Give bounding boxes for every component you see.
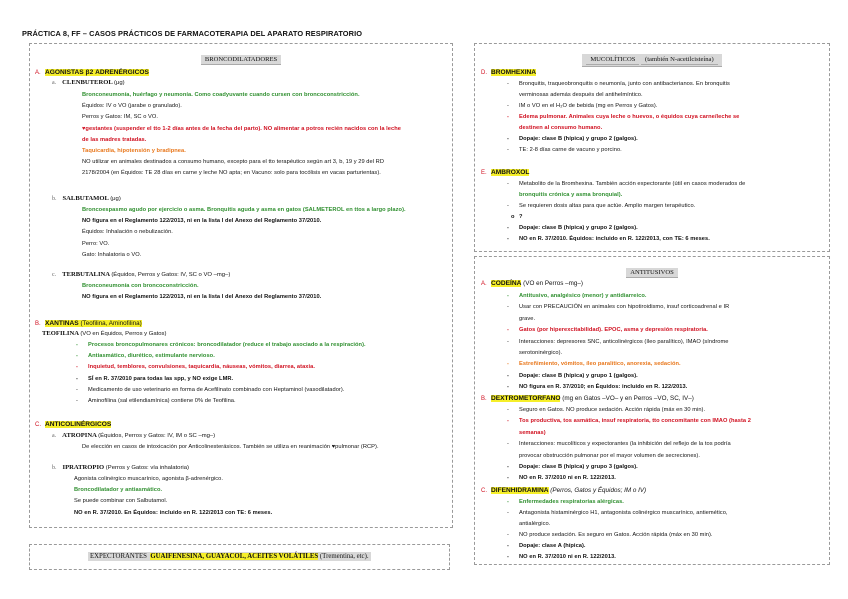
drug-ipratropio: b. IPRATROPIO (Perros y Gatos: vía inhalatoria) [52,464,189,471]
text-line: antialérgico. [519,521,551,527]
text-line: - Dopaje: clase B (hípica) y grupo 2 (galgos). [519,136,638,143]
antitusivos-heading: ANTITUSIVOS [475,261,829,279]
text-line: ♥gestantes (suspender el tto 1-2 días antes de la fecha del parto). NO alimentar a potros recién nacidos con la leche [82,125,401,132]
text-line: - SÍ en R. 37/2010 para todas las spp, y NO exige LMR. [88,376,233,383]
text-line: verminosas además después del antihelmíntico. [519,92,643,98]
text-line: semanas) [519,429,546,436]
text-line: - Dopaje: clase B (hípica) y grupo 1 (galgos). [519,373,638,380]
text-line: - Procesos broncopulmonares crónicos: broncodilatador (reduce el trabajo asociado a la respiración). [88,342,366,349]
text-line: de las madres tratadas. [82,136,147,143]
drug-clenbuterol: a. CLENBUTEROL (μg) [52,79,125,86]
text-line: - Bronquitis, traqueobronquitis o neumonía, junto con antibacterianos. En bronquitis [519,81,730,88]
text-line: Se puede combinar con Salbutamol. [74,498,168,505]
text-line: Broncodilatador y antiasmático. [74,487,163,494]
text-line: - Enfermedades respiratorias alérgicas. [519,499,624,506]
text-line: - NO figura en R. 37/2010; en Équidos: incluido en R. 122/2013. [519,384,687,391]
section-anticolinergicos: C. ANTICOLINÉRGICOS [35,421,112,428]
drug-salbutamol: b. SALBUTAMOL (μg) [52,195,121,202]
text-line: - Antiasmático, diurético, estimulante nervioso. [88,353,215,360]
text-line: - Dopaje: clase B (hípica) y grupo 3 (galgos). [519,464,638,471]
text-line: - Estreñimiento, vómitos, íleo paralítico, anorexia, sedación. [519,361,681,368]
text-line: - Se requieren dosis altas para que actúe. Amplio margen terapéutico. [519,203,695,210]
drug-atropina: a. ATROPINA (Équidos, Perros y Gatos: IV, IM o SC –mg–) [52,432,216,439]
text-line: - Seguro en Gatos. NO produce sedación. Acción rápida (máx en 30 min). [519,407,705,414]
text-line: - Interacciones: mucolíticos y expectorantes (la inhibición del reflejo de la tos podría [519,441,731,448]
text-line: - Interacciones: depresores SNC, anticolinérgicos (íleo paralítico), IMAO (síndrome [519,339,729,346]
section-xantinas: B. XANTINAS (Teofilina, Aminofilina) [35,320,142,327]
text-line: Gato: Inhalatoria o VO. [82,251,142,258]
text-line: bronquitis crónica y asma bronquial). [519,192,623,198]
text-line: - Antitusivo, analgésico (menor) y antidiarreico. [519,293,647,300]
text-line: - Usar con PRECAUCIÓN en animales con hipotiroidismo, insuf corticoadrenal e IR [519,304,729,311]
text-line: - IM o VO en el H₂O de bebida (mg en Perros y Gatos). [519,103,657,110]
text-line: provocar obstrucción pulmonar por el mayor volumen de secreciones). [519,452,701,459]
text-line: - Medicamento de uso veterinario en forma de Acefilinato combinado con Heptaminol (vasodilatador). [88,387,344,394]
text-line: - Antagonista histaminérgico H1, antagonista colinérgico muscarínico, antiemético, [519,510,728,517]
text-line: destinen al consumo humano. [519,125,603,131]
text-line: De elección en casos de intoxicación por Anticolinesterásicos. También se utiliza en reanimación ♥pulmonar (RCP). [82,444,379,450]
drug-teofilina: TEOFILINA (VO en Équidos, Perros y Gatos) [42,330,167,337]
text-line: NO figura en el Reglamento 122/2013, ni en la lista I del Anexo del Reglamento 37/2010. [82,294,322,301]
expectorantes-box [29,544,450,570]
text-line: - Dopaje: clase B (hípica) y grupo 2 (galgos). [519,225,638,232]
text-line: Équidos: Inhalación o nebulización. [82,229,173,236]
text-line: Agonista colinérgico muscarínico, agonista β-adrenérgico. [74,476,224,482]
text-line: - NO en R. 37/2010 ni en R. 122/2013. [519,475,616,482]
text-line: - Aminofilina (sal etilendiamínica) contiene 0% de Teofilina. [88,398,236,405]
text-line: NO utilizar en animales destinados a consumo humano, excepto para el tto terapéutico según art 3, b, 19 y 29 del RD [82,159,384,166]
text-line: o ? [519,214,523,221]
section-agonistas: A. AGONISTAS β2 ADRENÉRGICOS [35,69,149,76]
expectorantes-heading: EXPECTORANTES GUAIFENESINA, GUAYACOL, ACEITES VOLÁTILES (Trementina, etc). [90,553,369,560]
text-line: - NO en R. 37/2010. Équidos: incluido en R. 122/2013, con TE: 6 meses. [519,236,710,243]
text-line: - Dopaje: clase A (hípica). [519,543,586,550]
text-line: Perros y Gatos: IM, SC o VO. [82,114,158,121]
text-line: grave. [519,315,536,322]
text-line: Taquicardia, hipotensión y bradipnea. [82,148,186,154]
broncodilatadores-box [29,43,453,528]
text-line: Broncoespasmo agudo por ejercicio o asma. Bronquitis aguda y asma en gatos (SALMETEROL en ttos a largo plazo). [82,207,406,213]
text-line: NO en R. 37/2010. En Équidos: incluido en R. 122/2013 con TE: 6 meses. [74,509,273,516]
text-line: 2178/2004 (en Équidos: TE 28 días en carne y leche NO apta; en Vacuno: solo para tocólisis en vacas parturientas). [82,170,381,177]
text-line: NO figura en el Reglamento 122/2013, ni en la lista I del Anexo del Reglamento 37/2010. [82,218,322,225]
text-line: serotoninérgico). [519,350,563,356]
text-line: - Metabolito de la Bromhexina. También acción expectorante (útil en casos moderados de [519,181,745,188]
text-line: Bronconeumonía con broncoconstricción. [82,283,199,289]
document-title: PRÁCTICA 8, FF – CASOS PRÁCTICOS DE FARMACOTERAPIA DEL APARATO RESPIRATORIO [22,29,363,38]
text-line: - Inquietud, temblores, convulsiones, taquicardia, náuseas, vómitos, diarrea, ataxia. [88,364,315,371]
text-line: - Tos productiva, tos asmática, insuf respiratoria, tto concomitante con IMAO (hasta 2 [519,418,751,425]
mucoliticos-box [474,43,830,252]
mucoliticos-heading: MUCOLÍTICOS (también N-acetilcisteína) [475,48,829,67]
section-bromhexina: D. BROMHEXINA [481,69,537,76]
text-line: - Edema pulmonar. Animales cuya leche o huevos, o équidos cuya carne/leche se [519,114,739,121]
broncodilatadores-heading: BRONCODILATADORES [30,48,452,66]
section-dextrometorfano: B. DEXTROMETORFANO (mg en Gatos –VO– y en Perros –VO, SC, IV–) [481,395,694,402]
text-line: Bronconeumonía, huérfago y neumonía. Como coadyuvante cuando cursen con broncoconstricción. [82,92,360,98]
section-codeina: A. CODEÍNA (VO en Perros –mg–) [481,280,583,287]
section-difenhidramina: C. DIFENHIDRAMINA (Perros, Gatos y Équidos; IM o IV) [481,487,647,494]
drug-terbutalina: c. TERBUTALINA (Équidos, Perros y Gatos: IV, SC o VO –mg–) [52,271,231,278]
text-line: - TE: 2-8 días carne de vacuno y porcino. [519,147,622,154]
antitusivos-box [474,256,830,565]
text-line: - Gatos (por hiperexcitabilidad). EPOC, asma y depresión respiratoria. [519,327,708,334]
text-line: Perro: VO. [82,240,110,247]
text-line: - NO produce sedación. Es seguro en Gatos. Acción rápida (máx en 30 min). [519,532,713,539]
text-line: - NO en R. 37/2010 ni en R. 122/2013. [519,554,616,561]
section-ambroxol: E. AMBROXOL [481,169,530,176]
text-line: Équidos: IV o VO (jarabe o granulado). [82,103,182,110]
